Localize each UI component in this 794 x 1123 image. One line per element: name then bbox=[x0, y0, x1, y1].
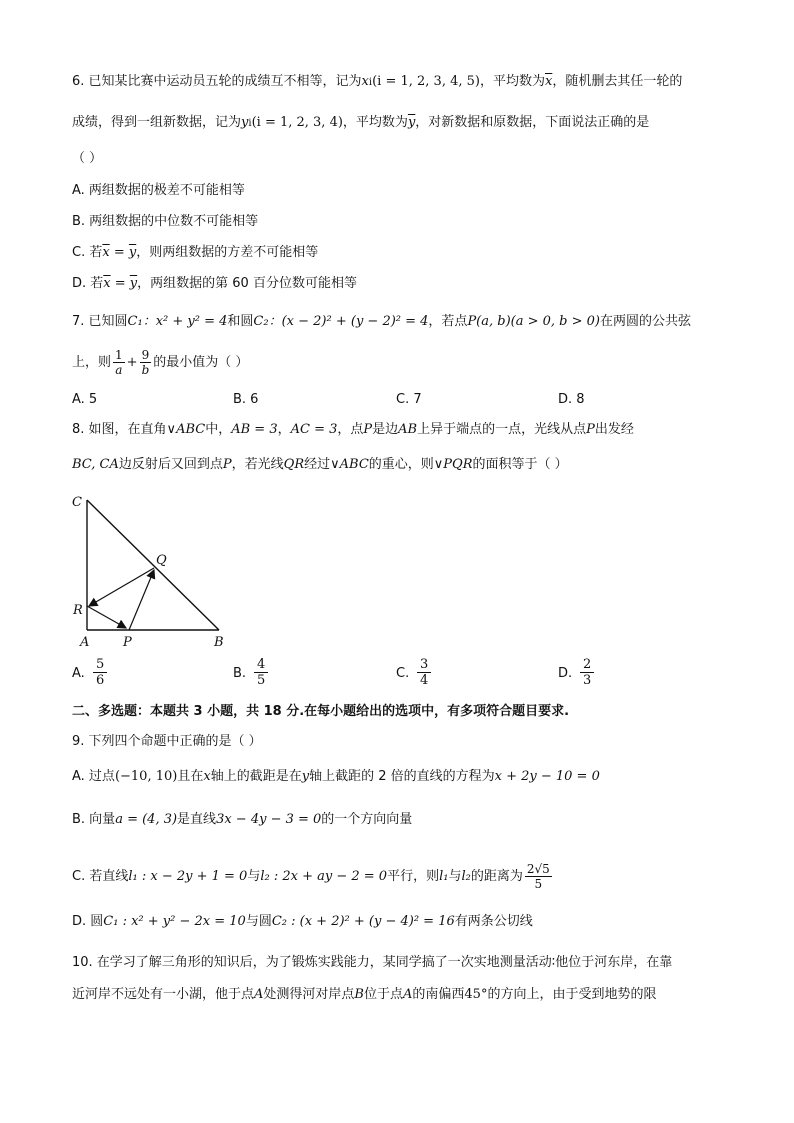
q6-option-c: C. 若$\overline{x} = \overline{y}$，则两组数据的方差不可能相等 bbox=[72, 245, 319, 260]
q9-stem: 9. 下列四个命题中正确的是（ ） bbox=[72, 734, 262, 749]
q8-line2: BC, CA边反射后又回到点P，若光线QR经过∨ABC的重心，则∨PQR的面积等于（ ） bbox=[72, 457, 568, 472]
q6-option-a: A. 两组数据的极差不可能相等 bbox=[72, 183, 245, 198]
q7-option-a: A. 5 bbox=[72, 392, 98, 407]
q6-line2: 成绩，得到一组新数据，记为yi(i = 1, 2, 3, 4)，平均数为$\overline{y}$，对新数据和原数据，下面说法正确的是 bbox=[72, 115, 650, 130]
xi-symbol: x bbox=[361, 74, 369, 89]
ray-rp bbox=[87, 606, 126, 628]
q9-option-c: C. 若直线l₁ : x − 2y + 1 = 0与l₂ : 2x + ay − 2 = 0平行，则l₁与l₂的距离为 $\frac{2√5}{5}$ bbox=[72, 862, 550, 891]
q6-paren: （ ） bbox=[72, 151, 103, 166]
q8-option-d-label: D. bbox=[558, 666, 573, 681]
q8-option-c-fraction: $\frac{3}{4}$ bbox=[417, 657, 431, 688]
q7-line2: 上，则 $\frac{1}{a}$ + $\frac{9}{b}$ 的最小值为（ ） bbox=[72, 348, 249, 377]
q7-option-b: B. 6 bbox=[233, 392, 259, 407]
q8-line1: 8. 如图，在直角∨ABC中，AB = 3，AC = 3，点P是边AB上异于端点的一点，光线从点P出发经 bbox=[72, 422, 634, 437]
ybar-symbol: $\overline{y}$ bbox=[407, 115, 416, 130]
xi-range: (i = 1, 2, 3, 4, 5) bbox=[372, 74, 480, 89]
q6-option-b: B. 两组数据的中位数不可能相等 bbox=[72, 214, 259, 229]
q9-option-b: B. 向量a = (4, 3)是直线3x − 4y − 3 = 0的一个方向向量 bbox=[72, 812, 413, 827]
section-2-heading: 二、多选题：本题共 3 小题，共 18 分.在每小题给出的选项中，有多项符合题目要求. bbox=[72, 704, 570, 719]
q8-option-a-label: A. bbox=[72, 666, 85, 681]
label-r: R bbox=[73, 603, 83, 618]
mean-equality: $\overline{x} = \overline{y}$ bbox=[102, 245, 137, 260]
ray-qr bbox=[89, 568, 154, 606]
q8-option-d-fraction: $\frac{2}{3}$ bbox=[580, 657, 594, 688]
fraction-1-over-a: $\frac{1}{a}$ bbox=[115, 348, 123, 377]
label-p: P bbox=[123, 635, 132, 650]
q9-option-d: D. 圆C₁ : x² + y² − 2x = 10与圆C₂ : (x + 2)² + (y − 4)² = 16有两条公切线 bbox=[72, 914, 533, 929]
q6-line1: 6. 已知某比赛中运动员五轮的成绩互不相等，记为xi(i = 1, 2, 3, 4, 5)，平均数为$\overline{x}$，随机删去其任一轮的 bbox=[72, 74, 683, 89]
q7-line1: 7. 已知圆C₁：x² + y² = 4和圆C₂：(x − 2)² + (y − 2)² = 4，若点P(a, b)(a > 0, b > 0)在两圆的公共弦 bbox=[72, 314, 692, 329]
q8-option-b-fraction: $\frac{4}{5}$ bbox=[254, 657, 268, 688]
q8-option-c-label: C. bbox=[396, 666, 410, 681]
yi-range: (i = 1, 2, 3, 4) bbox=[251, 115, 343, 130]
q6-option-d: D. 若$\overline{x} = \overline{y}$，两组数据的第 60 百分位数可能相等 bbox=[72, 276, 357, 291]
fraction-9-over-b: $\frac{9}{b}$ bbox=[141, 348, 150, 377]
xbar-symbol: $\overline{x}$ bbox=[544, 74, 553, 89]
q9-option-a: A. 过点(−10, 10)且在x轴上的截距是在y轴上截距的 2 倍的直线的方程为x + 2y − 10 = 0 bbox=[72, 769, 600, 784]
mean-equality: $\overline{x} = \overline{y}$ bbox=[103, 276, 138, 291]
q10-line1: 10. 在学习了解三角形的知识后，为了锻炼实践能力，某同学搞了一次实地测量活动∶他位于河东岸，在靠 bbox=[72, 955, 673, 970]
label-a: A bbox=[80, 635, 90, 650]
yi-symbol: y bbox=[241, 115, 249, 130]
q7-option-c: C. 7 bbox=[396, 392, 422, 407]
label-q: Q bbox=[156, 553, 167, 568]
distance-fraction: $\frac{2√5}{5}$ bbox=[526, 862, 550, 891]
q8-option-b-label: B. bbox=[233, 666, 247, 681]
side-bc bbox=[87, 500, 219, 630]
q10-line2: 近河岸不远处有一小湖，他于点A处测得河对岸点B位于点A的南偏西45°的方向上，由于受到地势的限 bbox=[72, 987, 657, 1002]
label-c: C bbox=[72, 495, 82, 510]
q7-option-d: D. 8 bbox=[558, 392, 585, 407]
q8-option-a-fraction: $\frac{5}{6}$ bbox=[93, 657, 107, 688]
ray-pq bbox=[129, 570, 154, 630]
label-b: B bbox=[214, 635, 224, 650]
triangle-figure bbox=[68, 486, 238, 656]
